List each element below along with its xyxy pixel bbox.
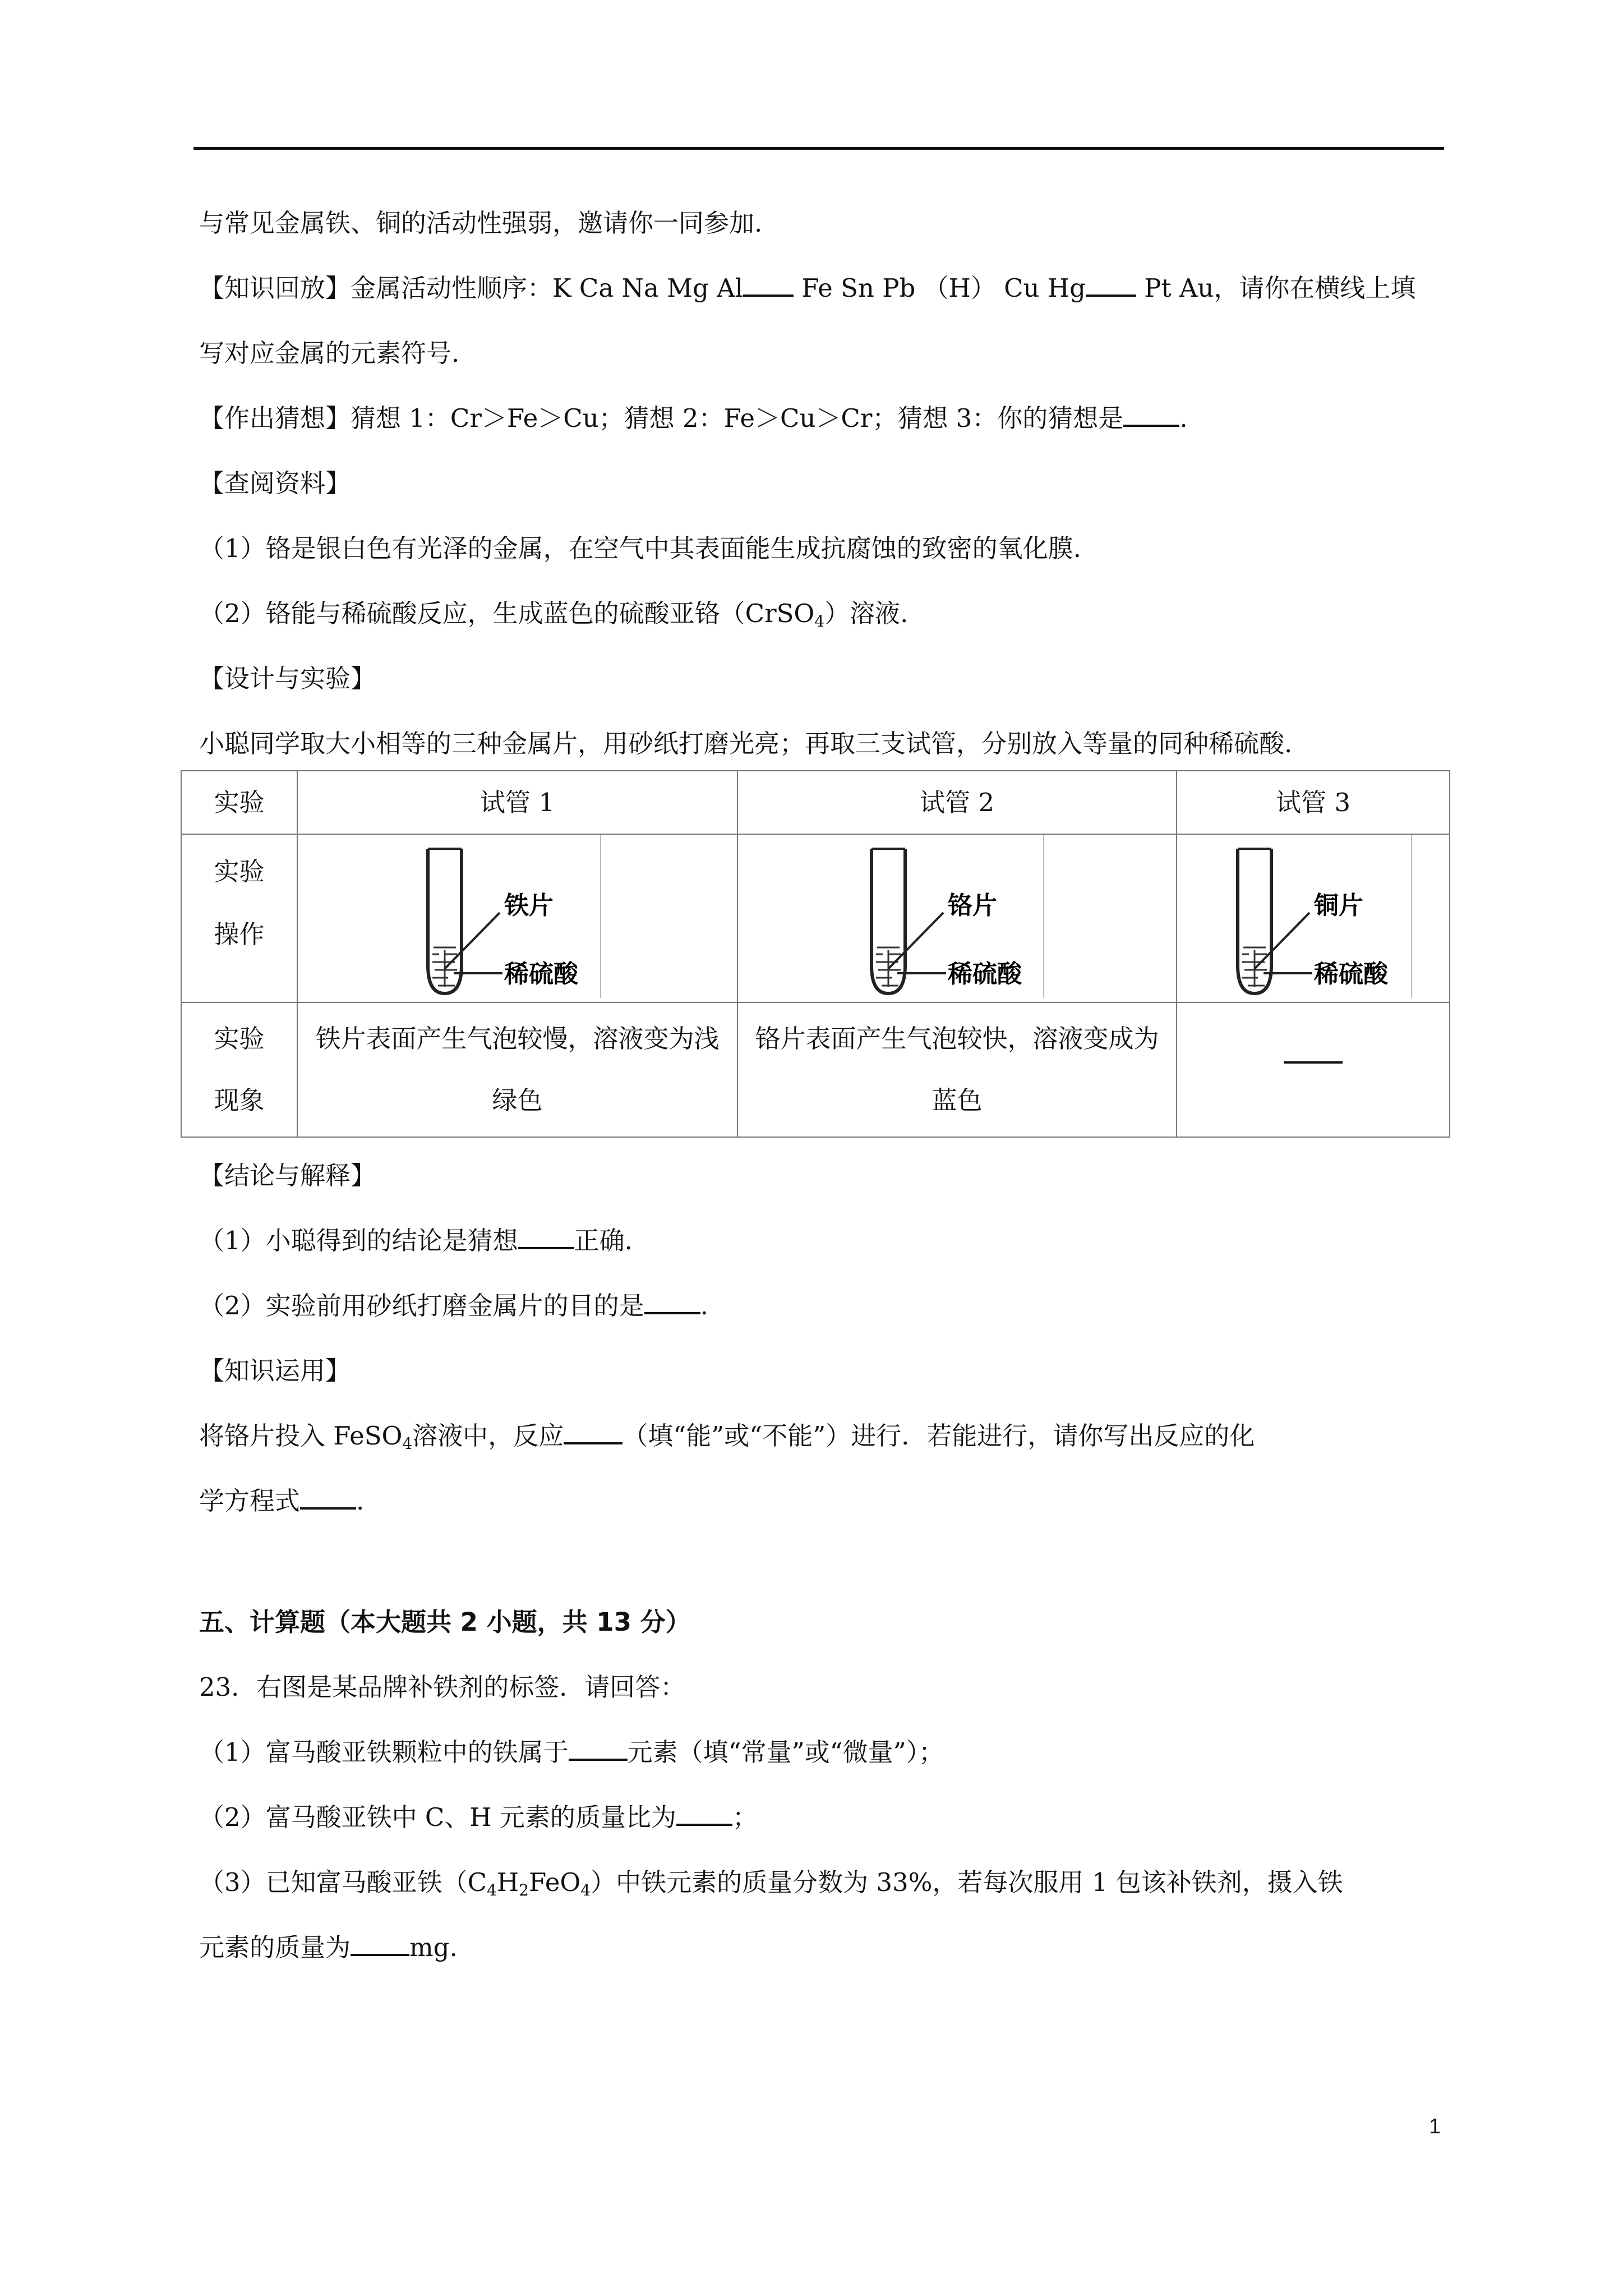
test-tube-3-diagram [1177, 835, 1450, 1001]
acid-label: 稀硫酸 [1314, 960, 1388, 988]
question-line: 元素的质量为 mg. [199, 1932, 458, 1962]
answer-blank[interactable] [1284, 1039, 1343, 1064]
table-header: 实验 [181, 771, 297, 834]
test-tube-figure [737, 834, 1177, 1002]
table-header: 试管 2 [737, 771, 1177, 834]
answer-blank[interactable] [569, 1736, 628, 1761]
question-line: （3）已知富马酸亚铁$(C_4H_2FeO_4)$中铁元素的质量分数为 33%，若每次服用 1 包该补铁剂，摄入铁 [199, 1867, 1343, 1899]
answer-blank[interactable] [743, 272, 794, 297]
question-line: （1）富马酸亚铁颗粒中的铁属于 元素（填“常量”或“微量”）； [199, 1737, 944, 1767]
question-line: 将铬片投入 FeSO$_4$溶液中，反应 （填“能”或“不能”）进行．若能进行，请你写出反应的化 [199, 1421, 1255, 1453]
section-heading: 【结论与解释】 [199, 1161, 376, 1190]
page-number: 1 [1429, 2115, 1441, 2138]
question-stem: 23．右图是某品牌补铁剂的标签．请回答： [199, 1672, 686, 1702]
acid-label: 稀硫酸 [948, 960, 1022, 988]
answer-blank[interactable] [1123, 402, 1179, 427]
question-line: （2）实验前用砂纸打磨金属片的目的是 . [199, 1291, 708, 1320]
header-rule [193, 147, 1444, 150]
answer-blank[interactable] [300, 1485, 356, 1510]
answer-blank[interactable] [1086, 272, 1136, 297]
table-header-row [181, 771, 1450, 834]
section-heading: 【查阅资料】 [199, 468, 351, 498]
test-tube-figure [1177, 834, 1450, 1002]
text-line: （2）铬能与稀硫酸反应，生成蓝色的硫酸亚铬（CrSO$_4$）溶液. [199, 599, 909, 631]
table-header: 试管 1 [297, 771, 737, 834]
test-tube-2-diagram [738, 835, 1177, 1001]
test-tube-1-diagram [298, 835, 738, 1001]
observation-cell: 铁片表面产生气泡较慢，溶液变为浅绿色 [297, 1002, 737, 1137]
row-label: 实验操作 [181, 834, 297, 1002]
question-line: （1）小聪得到的结论是猜想 正确. [199, 1226, 633, 1255]
answer-blank[interactable] [564, 1420, 623, 1444]
test-tube-figure [297, 834, 737, 1002]
table-row [181, 1002, 1450, 1137]
acid-label: 稀硫酸 [504, 960, 578, 988]
section-title: 五、计算题（本大题共 2 小题，共 13 分） [199, 1607, 691, 1637]
section-heading: 【设计与实验】 [199, 664, 376, 693]
answer-blank[interactable] [644, 1290, 700, 1314]
text-line: 小聪同学取大小相等的三种金属片，用砂纸打磨光亮；再取三支试管，分别放入等量的同种稀硫酸. [199, 729, 1293, 758]
text-line: （1）铬是银白色有光泽的金属，在空气中其表面能生成抗腐蚀的致密的氧化膜. [199, 533, 1081, 563]
observation-cell: 铬片表面产生气泡较快，溶液变成为蓝色 [737, 1002, 1177, 1137]
observation-cell [1177, 1002, 1450, 1137]
question-line: 学方程式 . [199, 1486, 365, 1516]
experiment-table [181, 770, 1450, 1138]
answer-blank[interactable] [518, 1225, 574, 1249]
table-header: 试管 3 [1177, 771, 1450, 834]
section-heading: 【知识运用】 [199, 1356, 351, 1386]
answer-blank[interactable] [676, 1801, 732, 1826]
knowledge-review-line: 【知识回放】金属活动性顺序：K Ca Na Mg Al Fe Sn Pb （H） Cu Hg Pt Au，请你在横线上填 [199, 273, 1416, 303]
metal-label: 铜片 [1314, 891, 1363, 920]
metal-label: 铬片 [948, 891, 997, 920]
answer-blank[interactable] [351, 1931, 409, 1956]
row-label: 实验现象 [181, 1002, 297, 1137]
metal-label: 铁片 [504, 891, 554, 920]
text-line: 写对应金属的元素符号. [199, 338, 460, 368]
question-line: （2）富马酸亚铁中 C、H 元素的质量比为 ； [199, 1802, 758, 1832]
hypothesis-line: 【作出猜想】猜想 1：Cr＞Fe＞Cu；猜想 2：Fe＞Cu＞Cr；猜想 3：你的猜想是 . [199, 403, 1188, 433]
text-line: 与常见金属铁、铜的活动性强弱，邀请你一同参加. [199, 208, 763, 238]
table-row [181, 834, 1450, 1002]
